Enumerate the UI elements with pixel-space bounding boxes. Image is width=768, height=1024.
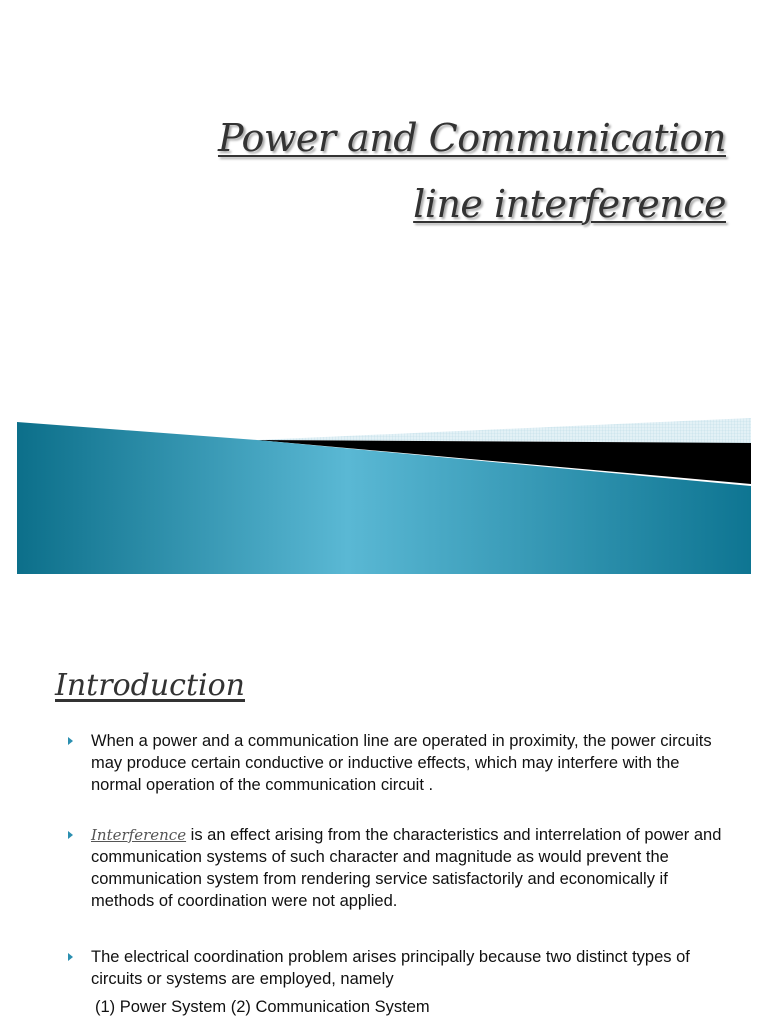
banner-grid-band — [257, 418, 751, 443]
slide-title-line-2: line interference — [413, 182, 726, 226]
bullet-triangle-icon — [68, 953, 73, 961]
bullet-item — [68, 730, 728, 796]
bullet-item — [68, 824, 728, 912]
section-heading: Introduction — [55, 668, 245, 703]
bullet-text: The electrical coordination problem arises principally because two distinct types of circuits or systems are employed, namely — [91, 948, 690, 988]
highlighted-term: Interference — [91, 826, 187, 844]
introduction-slide — [0, 610, 768, 1024]
decorative-banner — [17, 418, 751, 574]
bullet-triangle-icon — [68, 737, 73, 745]
bullet-triangle-icon — [68, 831, 73, 839]
slide-title-line-1: Power and Communication — [217, 116, 726, 160]
bullet-item — [68, 946, 728, 990]
system-list: (1) Power System (2) Communication System — [95, 998, 430, 1016]
bullet-text: When a power and a communication line are operated in proximity, the power circuits may produce certain conductive or inductive effects, which may interfere with the normal operation of the communication circuit . — [91, 732, 712, 794]
bullet-text: is an effect arising from the characteristics and interrelation of power and communication systems of such character and magnitude as would prevent the communication system from rendering service satisfactorily and economically if methods of coordination were not applied. — [91, 826, 722, 910]
